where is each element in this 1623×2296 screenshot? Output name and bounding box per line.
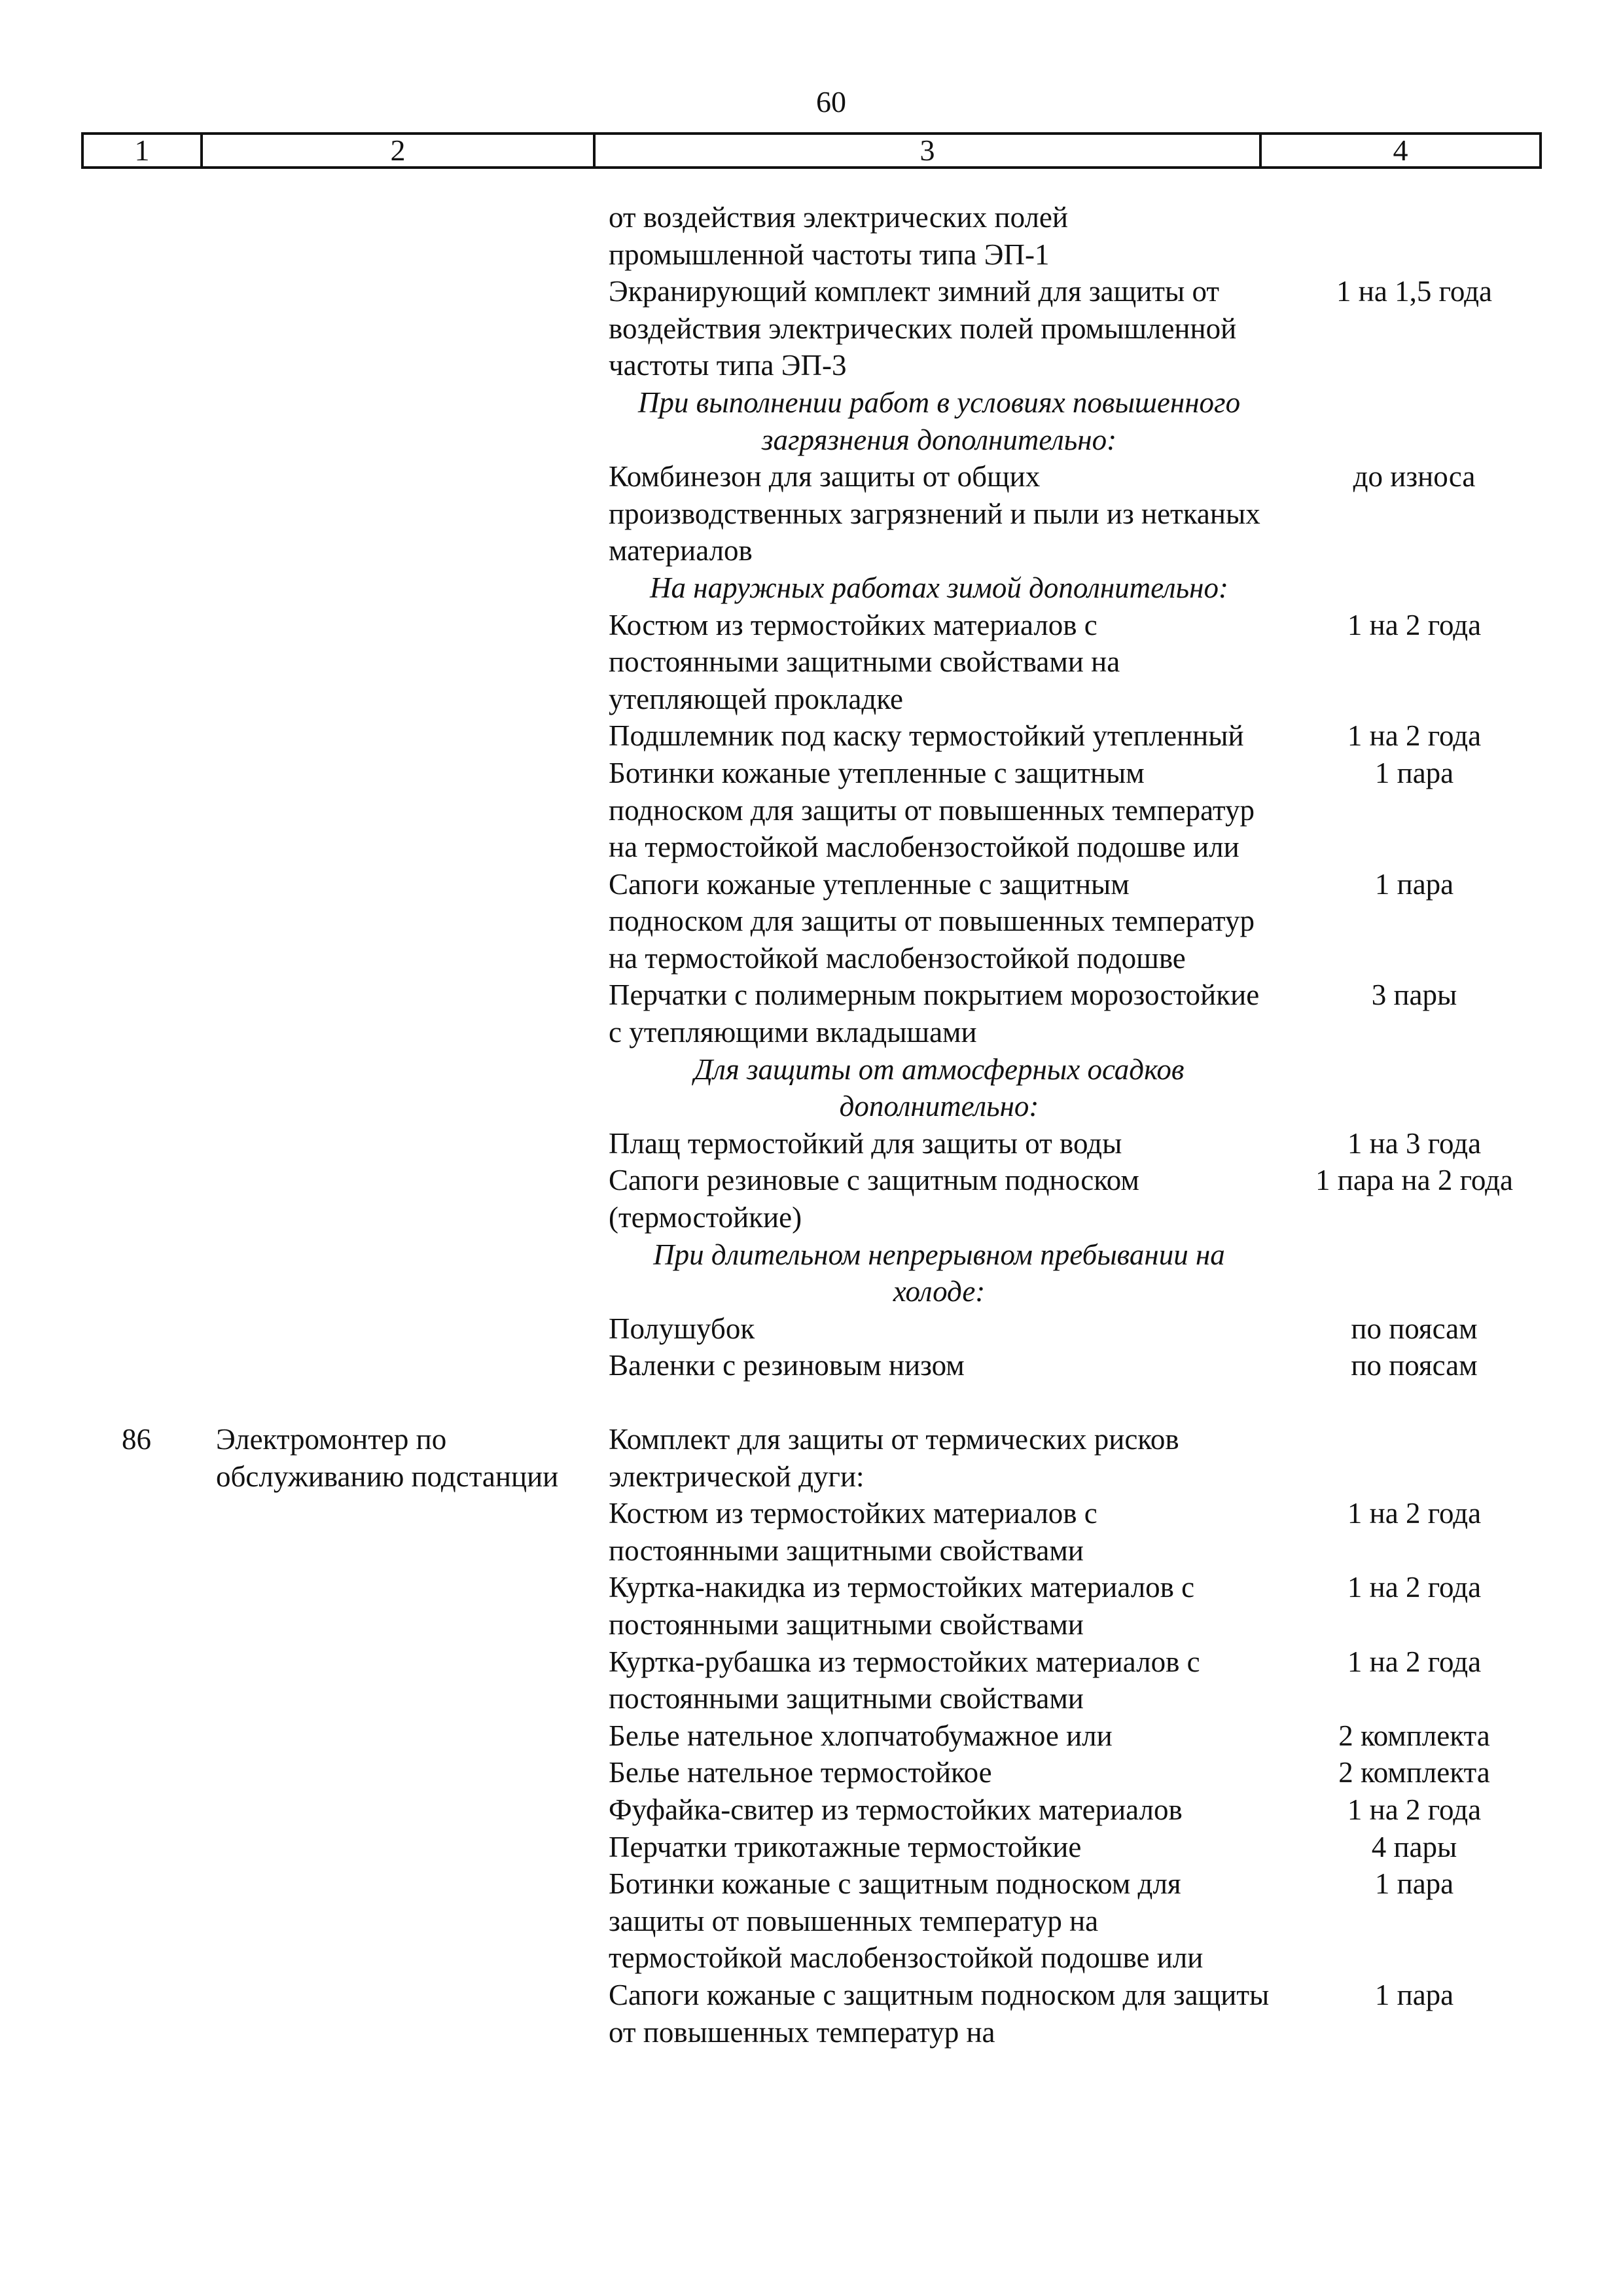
issue-norm [1283,384,1546,458]
item-number [0,607,203,718]
item-number [0,1495,203,1569]
ppe-item: Комплект для защиты от термических рисков электрической дуги: [609,1423,1179,1493]
header-column-1: 1 [84,135,203,166]
issue-norm [1283,1421,1546,1495]
profession-name [203,384,609,458]
profession-name [203,1495,609,1569]
ppe-item: Костюм из термостойких материалов с постоянными защитными свойствами на утепляющей прокладке [609,608,1120,715]
ppe-item: Ботинки кожаные утепленные с защитным подноском для защиты от повышенных температур на термостойкой маслобензостойкой подошве или [609,756,1255,864]
profession-name [203,1791,609,1829]
ppe-item: Перчатки с полимерным покрытием морозостойкие с утепляющими вкладышами [609,978,1260,1049]
table-row [0,1569,1623,1643]
issue-norm: по поясам [1351,1349,1478,1382]
profession-name [203,1754,609,1791]
profession-name [203,1125,609,1162]
item-number [0,199,203,273]
issue-norm [1283,199,1546,273]
item-number [0,384,203,458]
profession-name [203,1310,609,1348]
table-row [0,1421,1623,1495]
table-row [0,1865,1623,1977]
ppe-item: Белье нательное хлопчатобумажное или [609,1719,1113,1752]
issue-norm: 1 пара [1374,1867,1454,1901]
item-number [0,866,203,977]
header-column-2: 2 [203,135,596,166]
issue-norm: 2 комплекта [1338,1719,1490,1752]
profession-name [203,1977,609,2051]
table-row [0,607,1623,718]
issue-norm: 1 пара [1374,867,1454,901]
ppe-item: Сапоги кожаные утепленные с защитным подноском для защиты от повышенных температур на термостойкой маслобензостойкой подошве [609,867,1255,975]
table-row [0,1495,1623,1569]
issue-norm: 1 на 3 года [1347,1126,1482,1160]
section-heading-row [0,384,1623,458]
profession-name: Электромонтер по обслуживанию подстанции [216,1423,559,1493]
table-row [0,1791,1623,1829]
item-number [0,755,203,866]
profession-name [203,977,609,1050]
profession-name [203,1569,609,1643]
table-row [0,1717,1623,1755]
ppe-item: от воздействия электрических полей промышленной частоты типа ЭП-1 [609,201,1068,271]
ppe-item: Сапоги кожаные с защитным подноском для защиты от повышенных температур на [609,1978,1270,2049]
item-number [0,458,203,569]
ppe-item: Перчатки трикотажные термостойкие [609,1830,1082,1863]
section-heading: При длительном непрерывном пребывании на холоде: [653,1238,1225,1308]
issue-norm: 1 на 2 года [1347,1571,1482,1604]
issue-norm: 1 пара [1374,756,1454,789]
item-number [0,1717,203,1755]
item-number [0,1829,203,1866]
item-number [0,1643,203,1717]
section-heading: На наружных работах зимой дополнительно: [650,571,1228,604]
item-number [0,1125,203,1162]
issue-norm: до износа [1353,460,1476,493]
ppe-item: Подшлемник под каску термостойкий утепленный [609,719,1244,753]
issue-norm [1283,569,1546,607]
profession-name [203,199,609,273]
issue-norm: 1 на 2 года [1347,608,1482,641]
issue-norm: по поясам [1351,1312,1478,1345]
profession-name [203,1865,609,1977]
profession-name [203,1162,609,1236]
ppe-item: Экранирующий комплект зимний для защиты от воздействия электрических полей промышленной частоты типа ЭП-3 [609,275,1237,382]
issue-norm: 2 комплекта [1338,1756,1490,1789]
header-column-4: 4 [1393,134,1408,167]
item-number [0,569,203,607]
profession-name [203,273,609,384]
table-body [0,199,1623,2051]
profession-name [203,1051,609,1125]
section-heading-row [0,1236,1623,1310]
item-number [0,717,203,755]
item-number [0,1754,203,1791]
table-row [0,1754,1623,1791]
ppe-item: Ботинки кожаные с защитным подноском для защиты от повышенных температур на термостойкой маслобензостойкой подошве или [609,1867,1204,1975]
table-row [0,977,1623,1050]
ppe-item: Полушубок [609,1312,755,1345]
item-number [0,1791,203,1829]
ppe-item: Плащ термостойкий для защиты от воды [609,1126,1122,1160]
profession-name [203,1829,609,1866]
section-heading: Для защиты от атмосферных осадков дополнительно: [694,1052,1185,1123]
ppe-item: Сапоги резиновые с защитным подноском (термостойкие) [609,1164,1139,1234]
issue-norm [1283,1051,1546,1125]
table-row [0,199,1623,273]
issue-norm: 1 на 2 года [1347,719,1482,753]
profession-name [203,1717,609,1755]
issue-norm: 4 пары [1371,1830,1457,1863]
table-row [0,1977,1623,2051]
ppe-item: Фуфайка-свитер из термостойких материалов [609,1793,1183,1826]
table-row [0,1347,1623,1384]
table-row [0,1643,1623,1717]
profession-name [203,717,609,755]
row-spacer [0,1384,1623,1421]
profession-name [203,866,609,977]
ppe-item: Куртка-рубашка из термостойких материалов с постоянными защитными свойствами [609,1645,1200,1715]
table-row [0,717,1623,755]
issue-norm: 3 пары [1371,978,1457,1012]
profession-name [203,569,609,607]
section-heading-row [0,1051,1623,1125]
table-header [81,132,1542,169]
item-number [0,1347,203,1384]
table-row [0,866,1623,977]
issue-norm: 1 пара на 2 года [1315,1164,1513,1197]
issue-norm: 1 на 2 года [1347,1645,1482,1678]
item-number [0,1865,203,1977]
item-number [0,977,203,1050]
table-row [0,1162,1623,1236]
item-number [0,1569,203,1643]
profession-name [203,755,609,866]
issue-norm: 1 на 2 года [1347,1793,1482,1826]
ppe-item: Костюм из термостойких материалов с постоянными защитными свойствами [609,1497,1097,1567]
header-column-3: 3 [596,135,1262,166]
item-number [0,1310,203,1348]
item-number [0,273,203,384]
issue-norm: 1 на 2 года [1347,1497,1482,1530]
item-number [0,1236,203,1310]
ppe-item: Валенки с резиновым низом [609,1349,965,1382]
ppe-item: Белье нательное термостойкое [609,1756,992,1789]
issue-norm [1283,1236,1546,1310]
issue-norm: 1 пара [1374,1978,1454,2011]
table-row [0,458,1623,569]
section-heading-row [0,569,1623,607]
ppe-item: Куртка-накидка из термостойких материалов с постоянными защитными свойствами [609,1571,1195,1641]
profession-name [203,1347,609,1384]
item-number [0,1977,203,2051]
profession-name [203,607,609,718]
issue-norm: 1 на 1,5 года [1336,275,1492,308]
table-row [0,1829,1623,1866]
table-row [0,1125,1623,1162]
ppe-item: Комбинезон для защиты от общих производственных загрязнений и пыли из нетканых материалов [609,460,1260,567]
profession-name [203,458,609,569]
profession-name [203,1236,609,1310]
profession-name [203,1643,609,1717]
table-row [0,1310,1623,1348]
section-heading: При выполнении работ в условиях повышенного загрязнения дополнительно: [637,386,1241,456]
table-row [0,273,1623,384]
table-row [0,755,1623,866]
item-number [0,1051,203,1125]
item-number: 86 [122,1423,151,1456]
page-number: 60 [816,85,846,118]
item-number [0,1162,203,1236]
